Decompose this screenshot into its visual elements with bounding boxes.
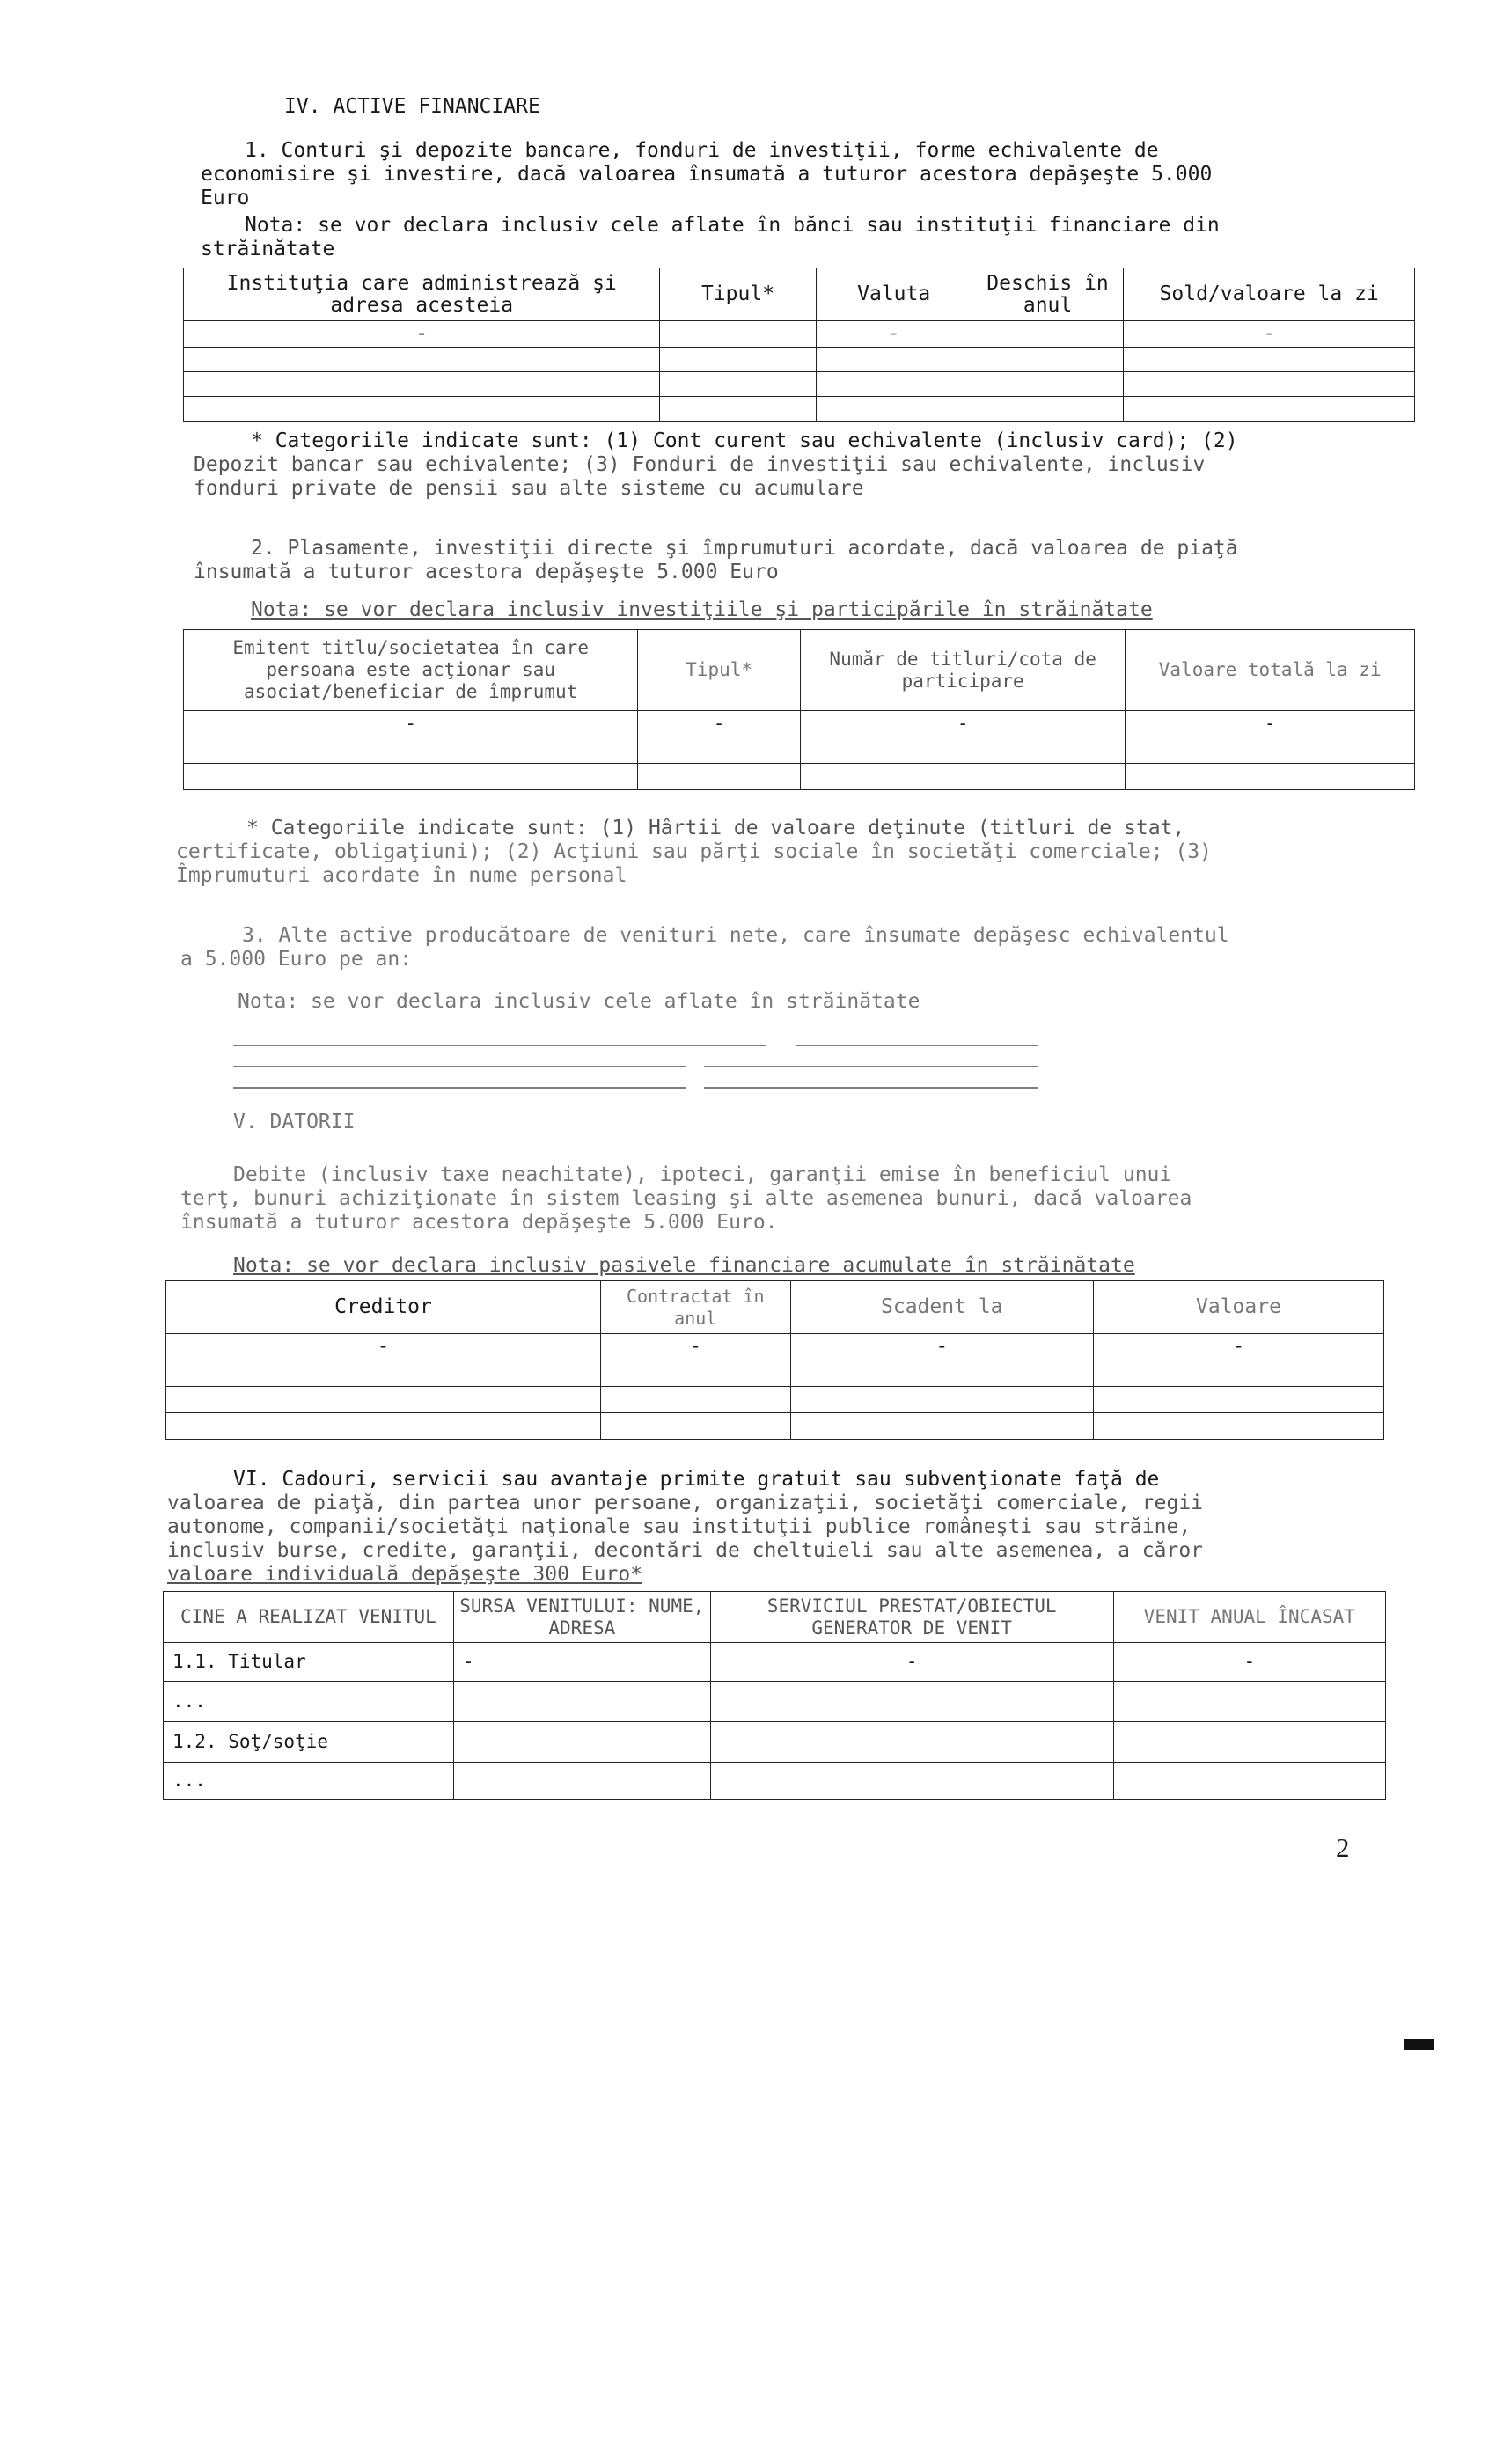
text-line: Nota: se vor declara inclusiv cele aflate în bănci sau instituţii financiare din [245,214,1220,237]
table-cell: - [638,711,801,737]
text-line: 3. Alte active producătoare de venituri nete, care însumate depăşesc echivalentul [242,924,1229,947]
text-line: certificate, obligaţiuni); (2) Acţiuni sau părţi sociale în societăţi comerciale; (3) [176,840,1213,863]
note-debts: Nota: se vor declara inclusiv pasivele financiare acumulate în străinătate [233,1254,1135,1277]
text-line: însumată a tuturor acestora depăşeşte 5.000 Euro. [180,1211,778,1234]
table-cell: - [600,1334,790,1360]
table-row [164,1643,1386,1682]
table-row [166,1360,1384,1387]
text-line: Depozit bancar sau echivalente; (3) Fonduri de investiţii sau echivalente, inclusiv [194,453,1206,476]
paragraph-debts [180,1163,1412,1235]
table-cell [1113,1682,1385,1722]
text-line: valoare individuală depăşeşte 300 Euro* [167,1563,643,1586]
text-line: fonduri private de pensii sau alte sisteme cu acumulare [194,477,864,500]
header-cell: VENIT ANUAL ÎNCASAT [1113,1592,1385,1643]
table-header-row [166,1281,1384,1334]
table-cell [1113,1722,1385,1763]
table-cell [453,1763,710,1800]
table-row [166,1413,1384,1440]
table-cell [453,1722,710,1763]
table-cell [453,1682,710,1722]
text-line: * Categoriile indicate sunt: (1) Cont curent sau echivalente (inclusiv card); (2) [251,429,1238,452]
table-cell: - [1126,711,1415,737]
table-cell: - [1093,1334,1383,1360]
header-cell: Instituţia care administrează şi adresa acesteia [184,268,660,321]
table-cell: - [816,321,972,348]
header-cell: Contractat în anul [600,1281,790,1334]
text-line: valoarea de piaţă, din partea unor persoane, organizaţii, societăţi comerciale, regii [167,1492,1204,1514]
text-line: însumată a tuturor acestora depăşeşte 5.000 Euro [194,561,779,583]
page-number: 2 [1336,1832,1350,1863]
header-cell: Emitent titlu/societatea în care persoana este acţionar sau asociat/beneficiar de împrumut [184,630,638,711]
header-cell: Creditor [166,1281,601,1334]
table-cell: - [1124,321,1415,348]
gifts-table [163,1591,1386,1800]
table-cell: 1.2. Soţ/soţie [164,1722,454,1763]
header-cell: Valoare totală la zi [1126,630,1415,711]
header-cell: Valuta [816,268,972,321]
table-cell: - [184,711,638,737]
scan-mark [1404,2039,1434,2050]
table-cell: - [453,1643,710,1682]
table-cell [710,1682,1113,1722]
text-line: VI. Cadouri, servicii sau avantaje primite gratuit sau subvenţionate faţă de [233,1468,1160,1491]
table-cell [710,1763,1113,1800]
table-cell [710,1722,1113,1763]
text-line: economisire şi investire, dacă valoarea însumată a tuturor acestora depăşeşte 5.000 [201,163,1213,186]
table-row [166,1387,1384,1413]
note-2: Nota: se vor declara inclusiv investiţiile şi participările în străinătate [251,598,1153,621]
text-line: a 5.000 Euro pe an: [180,948,413,971]
table-cell [1113,1763,1385,1800]
table-cell: - [710,1643,1113,1682]
table-cell: - [1113,1643,1385,1682]
table-cell: 1.1. Titular [164,1643,454,1682]
table-cell: - [184,321,660,348]
table-cell: - [166,1334,601,1360]
note-3: Nota: se vor declara inclusiv cele aflate în străinătate [238,990,920,1013]
header-cell: Scadent la [790,1281,1093,1334]
header-cell: CINE A REALIZAT VENITUL [164,1592,454,1643]
text-line: inclusiv burse, credite, garanţii, decontări de cheltuieli sau alte asemenea, a căror [167,1539,1204,1562]
section-title: V. DATORII [233,1111,356,1133]
text-line: * Categoriile indicate sunt: (1) Hârtii de valoare deţinute (titluri de stat, [246,817,1185,840]
header-cell: Sold/valoare la zi [1124,268,1415,321]
table-row [164,1722,1386,1763]
table-cell: ... [164,1763,454,1800]
table-cell: ... [164,1682,454,1722]
section-title: IV. ACTIVE FINANCIARE [284,95,540,118]
text-line: Euro [201,187,250,209]
text-line: Împrumuturi acordate în nume personal [176,864,627,887]
text-line: Debite (inclusiv taxe neachitate), ipoteci, garanţii emise în beneficiul unui [233,1163,1172,1186]
header-cell: SERVICIUL PRESTAT/OBIECTUL GENERATOR DE VENIT [710,1592,1113,1643]
table-cell: - [800,711,1126,737]
text-line: 1. Conturi şi depozite bancare, fonduri de investiţii, forme echivalente de [245,139,1159,162]
header-cell: SURSA VENITULUI: NUME, ADRESA [453,1592,710,1643]
table-row [166,1334,1384,1360]
text-line: 2. Plasamente, investiţii directe şi împrumuturi acordate, dacă valoarea de piaţă [251,537,1238,560]
table-header-row [164,1592,1386,1643]
debts-table [165,1280,1384,1440]
header-cell: Tipul* [638,630,801,711]
header-cell: Tipul* [660,268,816,321]
paragraph-gifts [167,1468,1417,1587]
text-line: terţ, bunuri achiziţionate în sistem leasing şi alte asemenea bunuri, dacă valoarea [180,1187,1192,1210]
text-line: autonome, companii/societăţi naţionale sau instituţii publice româneşti sau străine, [167,1515,1192,1538]
text-line: străinătate [201,238,335,260]
table-row [164,1763,1386,1800]
table-cell: - [790,1334,1093,1360]
header-cell: Număr de titluri/cota de participare [800,630,1126,711]
header-cell: Valoare [1093,1281,1383,1334]
table-row [164,1682,1386,1722]
header-cell: Deschis în anul [972,268,1124,321]
